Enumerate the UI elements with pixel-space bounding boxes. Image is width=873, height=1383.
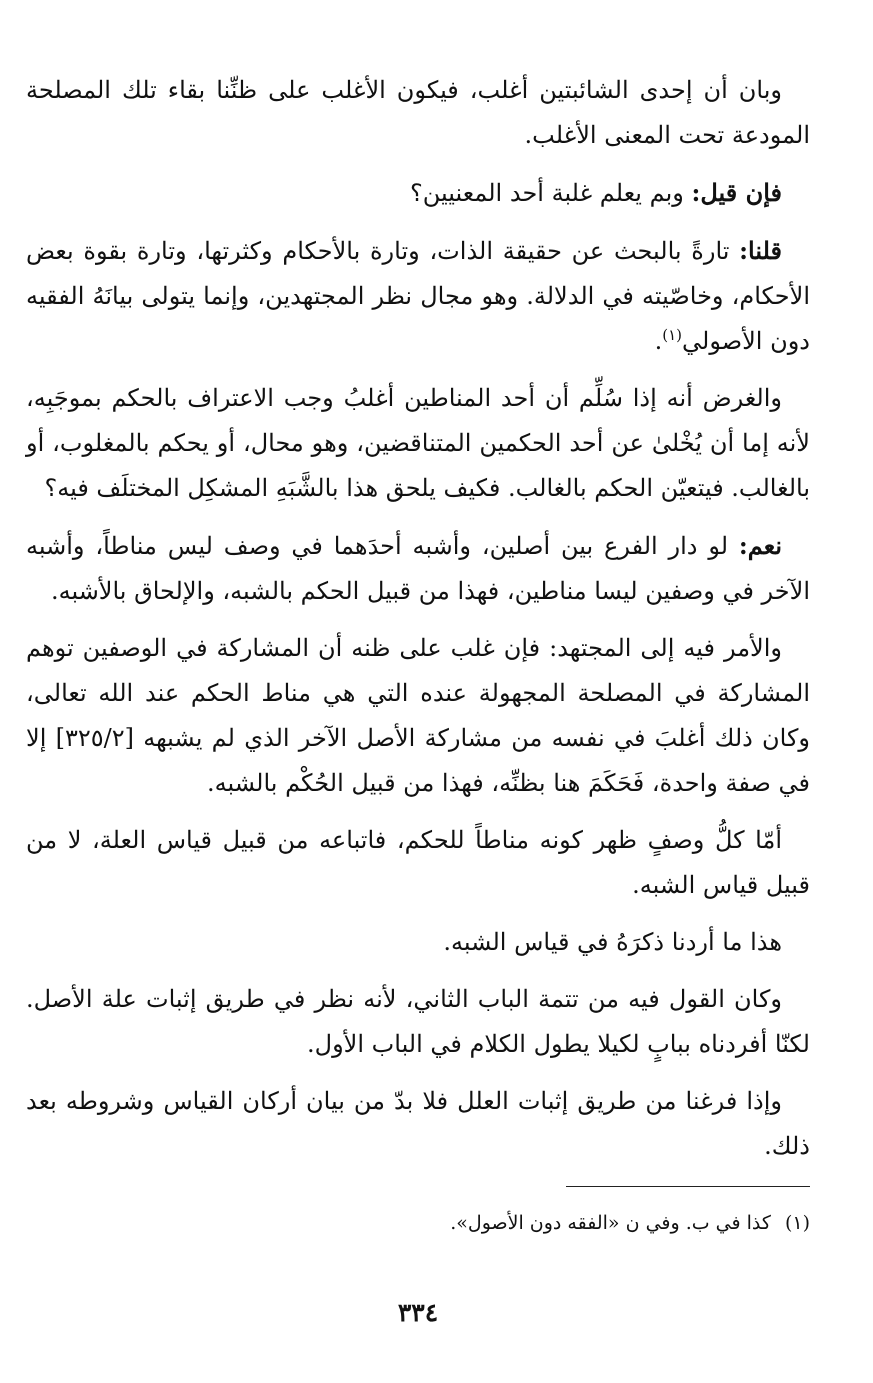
paragraph-3-lead: قلنا: <box>739 236 782 265</box>
paragraph-4 <box>26 376 810 511</box>
footnote-number: (١) <box>784 1212 810 1234</box>
paragraph-3 <box>26 228 810 364</box>
paragraph-5-lead: نعم: <box>738 531 782 560</box>
paragraph-8-text: هذا ما أردنا ذكرَهُ في قياس الشبه. <box>443 928 782 956</box>
paragraph-5-text: لو دار الفرع بين أصلين، وأشبه أحدَهما في وصف ليس مناطاً، وأشبه الآخر في وصفين ليسا مناطين، فهذا من قبيل الحكم بالشبه، والإلحاق بالأشبه. <box>26 532 810 605</box>
paragraph-9 <box>26 977 810 1067</box>
paragraph-10-text: وإذا فرغنا من طريق إثبات العلل فلا بدّ من بيان أركان القياس وشروطه بعد ذلك. <box>26 1087 810 1160</box>
paragraph-1 <box>26 68 810 158</box>
footnote-text: كذا في ب. وفي ن «الفقه دون الأصول». <box>450 1212 771 1234</box>
paragraph-4-text: والغرض أنه إذا سُلِّم أن أحد المناطين أغلبُ وجب الاعتراف بالحكم بموجَبِه، لأنه إما أن يُخْلىٰ عن أحد الحكمين المتناقضين، وهو محال، أو يحكم بالمغلوب، أو بالغالب. فيتعيّن الحكم بالغالب. فكيف يلحق هذا بالشَّبَهِ المشكِل المختلَف فيه؟ <box>26 384 810 502</box>
page-number: ٣٣٤ <box>397 1298 439 1327</box>
paragraph-8 <box>26 920 810 965</box>
paragraph-10 <box>26 1079 810 1169</box>
paragraph-3-text: تارةً بالبحث عن حقيقة الذات، وتارة بالأحكام وكثرتها، وتارة بقوة بعض الأحكام، وخاصّيته في الدلالة. وهو مجال نظر المجتهدين، وإنما يتولى بيانَهُ الفقيه دون الأصولي <box>26 237 810 355</box>
book-page <box>26 68 810 1327</box>
footnote-divider <box>566 1186 810 1187</box>
paragraph-5 <box>26 523 810 614</box>
paragraph-2-text: وبم يعلم غلبة أحد المعنيين؟ <box>410 179 692 207</box>
paragraph-6-text: والأمر فيه إلى المجتهد: فإن غلب على ظنه أن المشاركة في الوصفين توهم المشاركة في المصلحة المجهولة عنده التي هي مناط الحكم عند الله تعالى، وكان ذلك أغلبَ في نفسه من مشاركة الأصل الآخر الذي لم يشبهه [٣٢٥/٢] إلا في صفة واحدة، فَحَكَمَ هنا بظنِّه، فهذا من قبيل الحُكْم بالشبه. <box>26 634 810 797</box>
paragraph-2 <box>26 170 810 216</box>
paragraph-3-tail: . <box>654 327 663 355</box>
footnote <box>26 1208 810 1238</box>
paragraph-9-text: وكان القول فيه من تتمة الباب الثاني، لأنه نظر في طريق إثبات علة الأصل. لكنّا أفردناه ببابٍ لكيلا يطول الكلام في الباب الأول. <box>26 985 810 1058</box>
paragraph-7-text: أمّا كلُّ وصفٍ ظهر كونه مناطاً للحكم، فاتباعه من قبيل قياس العلة، لا من قبيل قياس الشبه. <box>26 826 810 899</box>
paragraph-7 <box>26 818 810 908</box>
paragraph-2-lead: فإن قيل: <box>691 178 782 207</box>
paragraph-6 <box>26 626 810 806</box>
footnote-marker[interactable]: (١) <box>662 326 683 344</box>
paragraph-1-text: وبان أن إحدى الشائبتين أغلب، فيكون الأغلب على ظنِّنا بقاء تلك المصلحة المودعة تحت المعنى الأغلب. <box>26 76 810 149</box>
